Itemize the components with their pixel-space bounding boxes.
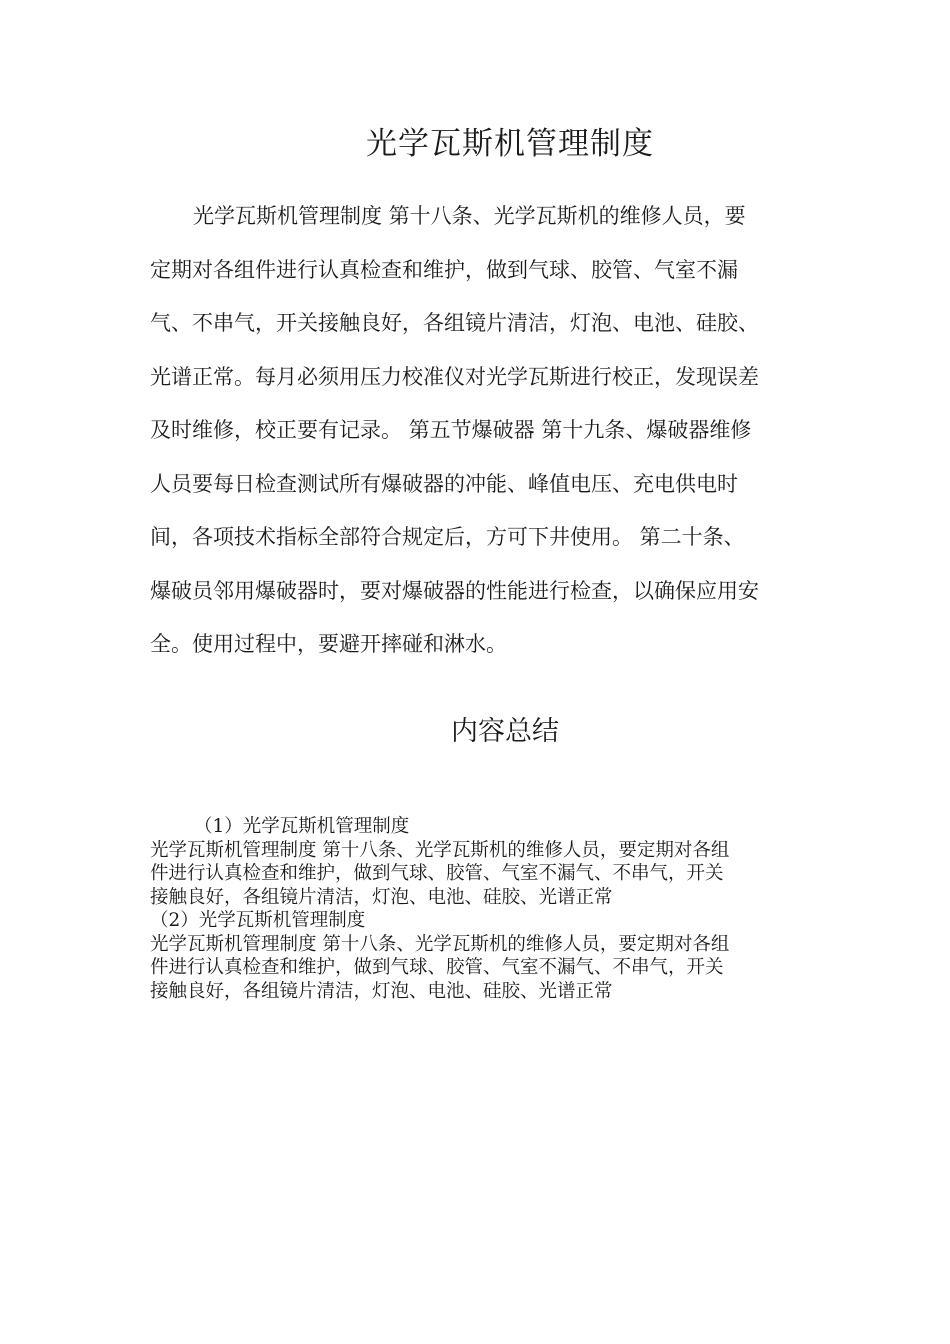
body-line: 爆破员邻用爆破器时，要对爆破器的性能进行检查，以确保应用安 bbox=[150, 578, 759, 603]
summary-item-line: 光学瓦斯机管理制度 第十八条、光学瓦斯机的维修人员，要定期对各组 bbox=[150, 839, 730, 861]
body-line: 间，各项技术指标全部符合规定后，方可下井使用。 第二十条、 bbox=[150, 525, 745, 549]
body-paragraph bbox=[150, 190, 800, 672]
summary-item-heading: （2）光学瓦斯机管理制度 bbox=[150, 910, 366, 931]
body-line: 气、不串气，开关接触良好，各组镜片清洁，灯泡、电池、硅胶、 bbox=[150, 311, 759, 335]
summary-title: 内容总结 bbox=[451, 716, 559, 747]
body-line: 人员要每日检查测试所有爆破器的冲能、峰值电压、充电供电时 bbox=[150, 471, 738, 496]
summary-item bbox=[150, 815, 810, 909]
summary-item-heading: （1）光学瓦斯机管理制度 bbox=[194, 816, 410, 837]
body-line: 全。使用过程中，要避开摔碰和淋水。 bbox=[150, 632, 507, 656]
body-line: 及时维修，校正要有记录。 第五节爆破器 第十九条、爆破器维修 bbox=[150, 418, 752, 442]
summary-item bbox=[150, 909, 810, 1003]
body-line: 光谱正常。每月必须用压力校准仪对光学瓦斯进行校正，发现误差 bbox=[150, 364, 759, 389]
summary-item-line: 接触良好，各组镜片清洁，灯泡、电池、硅胶、光谱正常 bbox=[150, 980, 613, 1002]
summary-item-line: 接触良好，各组镜片清洁，灯泡、电池、硅胶、光谱正常 bbox=[150, 886, 613, 908]
summary-item-line: 件进行认真检查和维护，做到气球、胶管、气室不漏气、不串气，开关 bbox=[150, 863, 724, 884]
summary-section bbox=[150, 815, 810, 1003]
summary-item-line: 光学瓦斯机管理制度 第十八条、光学瓦斯机的维修人员，要定期对各组 bbox=[150, 933, 730, 955]
document-title: 光学瓦斯机管理制度 bbox=[366, 126, 654, 162]
summary-item-line: 件进行认真检查和维护，做到气球、胶管、气室不漏气、不串气，开关 bbox=[150, 957, 724, 978]
body-line: 定期对各组件进行认真检查和维护，做到气球、胶管、气室不漏 bbox=[150, 257, 738, 282]
body-line: 光学瓦斯机管理制度 第十八条、光学瓦斯机的维修人员，要 bbox=[193, 204, 746, 228]
